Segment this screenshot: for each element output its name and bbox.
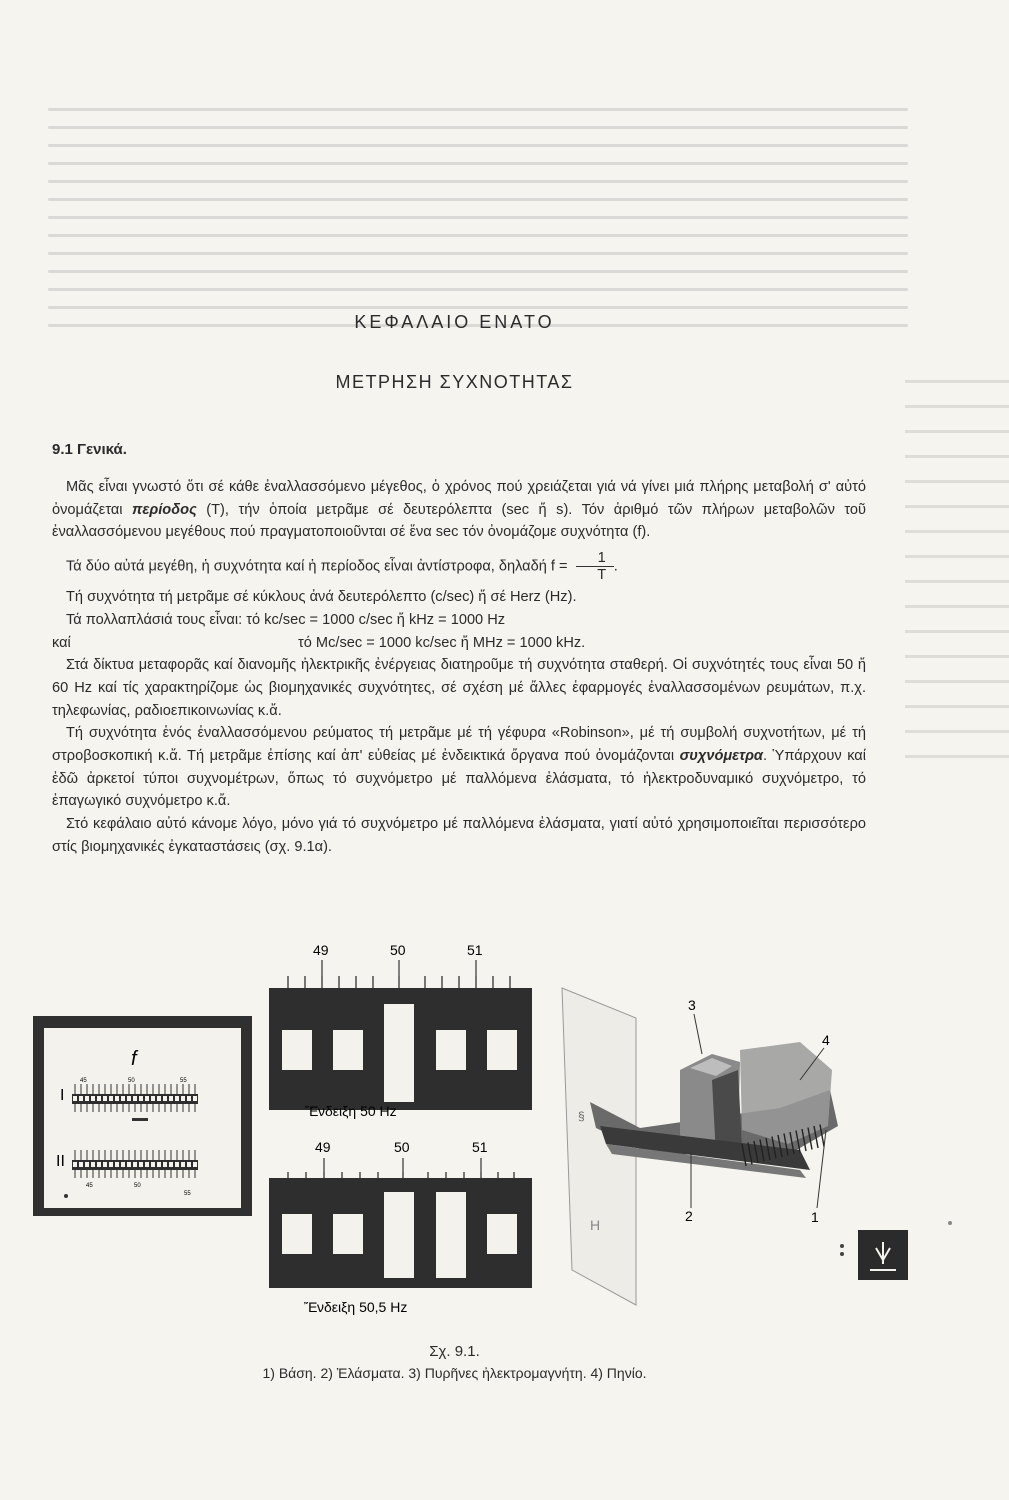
scale-top-label-51: 51 (467, 942, 483, 958)
paragraph-measurement (52, 722, 866, 813)
paragraph-chapter-scope: Στό κεφάλαιο αὐτό κάνομε λόγο, μόνο γιά τό συχνόμετρο μέ παλλόμενα ἐλάσματα, γιατί αὐτό χρησιμοποιεῖται περισσότερο στίς βιομηχανικές ἐγκαταστάσεις (σχ. 9.1α). (52, 816, 866, 855)
text-run: . (613, 558, 618, 575)
svg-text:§: § (578, 1109, 585, 1123)
row-label-ii: II (56, 1153, 65, 1170)
scale-bottom-caption: Ἔνδειξη 50,5 Hz (304, 1299, 408, 1315)
row-label-i: I (60, 1087, 65, 1104)
fraction-denominator: T (597, 567, 607, 584)
section-heading: 9.1 Γενικά. (52, 441, 127, 458)
frequency-meter-front (33, 1016, 252, 1216)
row1-tick-50: 50 (128, 1078, 135, 1084)
row1-tick-45: 45 (80, 1078, 87, 1084)
term-frequency-meters: συχνόμετρα (679, 748, 763, 765)
paragraph-units: Τή συχνότητα τή μετρᾶμε σέ κύκλους ἀνά δευτερόλεπτο (c/sec) ἤ σέ Herz (Hz). (66, 589, 577, 606)
text-run: Τά δύο αὐτά μεγέθη, ἡ συχνότητα καί ἡ περίοδος εἶναι ἀντίστροφα, δηλαδή f = (66, 558, 568, 575)
fraction-numerator: 1 (576, 550, 614, 567)
text-run: (T), τήν ὁποία μετρᾶμε σέ δευτερόλεπτα (sec ἤ s). Τόν ἀριθμό τῶν πλήρων μεταβολῶν τοῦ ἐναλλασσόμενου μεγέθους πού πραγματοποιοῦνται σέ ἕνα sec τόν ὀνομάζομε συχνότητα (f). (52, 501, 866, 541)
scale-top-caption: Ἔνδειξη 50 Hz (305, 1103, 397, 1119)
paragraph-networks: Στά δίκτυα μεταφορᾶς καί διανομῆς ἠλεκτρικῆς ἐνέργειας διατηροῦμε τή συχνότητα σταθερή. Οἱ συχνότητές τους εἶναι 50 ἤ 60 Hz καί τίς χαρακτηρίζομε ὡς βιομηχανικές συχνότητες, σέ σχέση μέ ἄλλες ἐφαρμογές ἐναλλασσομένων ρευμάτων, π.χ. τηλεφωνίας, ραδιοεπικοινωνίας κ.ἄ. (52, 657, 866, 719)
text-run: Τή συχνότητα ἑνός ἐναλλασσόμενου ρεύματος τή μετρᾶμε μέ τή γέφυρα «Robinson», μέ τή συμβολή συχνοτήτων, μέ τή στροβοσκοπική κ.ἄ. Τή μετρᾶμε ἐπίσης καί ἀπ' εὐθείας μέ ἐνδεικτικά ὄργανα πού ὀνομάζονται (52, 725, 866, 765)
figure-caption: 1) Βάση. 2) Ἐλάσματα. 3) Πυρῆνες ἠλεκτρομαγνήτη. 4) Πηνίο. (262, 1365, 647, 1381)
row2-tick-50: 50 (134, 1183, 141, 1189)
reed-scale-50-5hz (269, 1139, 532, 1315)
show-through-text (48, 108, 908, 340)
fraction-one-over-t (576, 550, 614, 583)
scale-bottom-label-49: 49 (315, 1139, 331, 1155)
body-text (52, 476, 866, 859)
scale-bottom-label-50: 50 (394, 1139, 410, 1155)
frequency-meter-mechanism (562, 988, 838, 1305)
text-run: καί (52, 634, 71, 651)
pointer-mark (132, 1118, 148, 1121)
part-number-4: 4 (822, 1032, 830, 1048)
svg-text:H: H (590, 1217, 601, 1233)
text-run: . Ὑπάρχουν καί ἐδῶ ἀρκετοί τύποι συχνομέτρων, ὅπως τό συχνόμετρο μέ παλλόμενα ἐλάσματα, τό ἠλεκτροδυναμικό συχνόμετρο, τό ἐπαγωγικό συχνόμετρο κ.ἄ. (52, 748, 866, 810)
text-run: Μᾶς εἶναι γνωστό ὅτι σέ κάθε ἐναλλασσόμενο μέγεθος, ὁ χρόνος πού χρειάζεται γιά νά γίνει μιά πλήρης μεταβολή σ' αὐτό ὀνομάζεται (52, 479, 866, 518)
row1-tick-55: 55 (180, 1078, 187, 1084)
term-period: περίοδος (132, 501, 197, 518)
dial-label-f: f (131, 1048, 137, 1070)
decorative-mark-icon (840, 1221, 952, 1280)
scale-top-label-50: 50 (390, 942, 406, 958)
scale-top-label-49: 49 (313, 942, 329, 958)
scale-bottom-label-51: 51 (472, 1139, 488, 1155)
paragraph-inverse-relation (52, 550, 866, 583)
chapter-title: ΚΕΦΑΛΑΙΟ ΕΝΑΤΟ (354, 312, 555, 332)
chapter-subtitle: ΜΕΤΡΗΣΗ ΣΥΧΝΟΤΗΤΑΣ (335, 372, 574, 392)
part-number-3: 3 (688, 997, 696, 1013)
paragraph-multiples: Τά πολλαπλάσιά τους εἶναι: τό kc/sec = 1000 c/sec ἤ kHz = 1000 Hz (66, 611, 506, 628)
text-run: τό Mc/sec = 1000 kc/sec ἤ MHz = 1000 kHz. (298, 634, 586, 651)
figure-caption-title: Σχ. 9.1. (429, 1343, 480, 1360)
show-through-text-side (905, 380, 1009, 800)
row2-tick-55: 55 (184, 1191, 191, 1197)
paragraph-period-definition (52, 476, 866, 544)
reed-scale-50hz (269, 942, 532, 1119)
adjust-screw (64, 1194, 68, 1198)
part-number-1: 1 (811, 1209, 819, 1225)
row2-tick-45: 45 (86, 1183, 93, 1189)
part-number-2: 2 (685, 1208, 693, 1224)
figure-9-1 (0, 930, 1009, 1370)
paragraph-multiples-2 (52, 632, 866, 655)
